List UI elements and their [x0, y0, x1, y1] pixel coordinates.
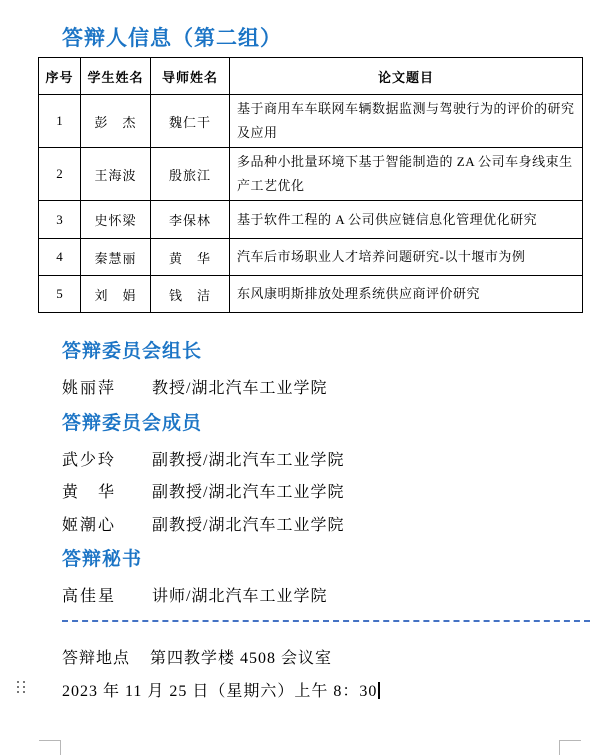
table-row [39, 95, 583, 148]
cell-no: 4 [39, 239, 81, 276]
location-label: 答辩地点 [62, 650, 131, 667]
cell-student: 王海波 [81, 148, 151, 201]
cell-advisor: 殷旅江 [151, 148, 230, 201]
committee-member-line [62, 479, 344, 502]
cell-thesis: 多品种小批量环境下基于智能制造的 ZA 公司车身线束生产工艺优化 [230, 148, 583, 201]
table-row [39, 276, 583, 313]
defense-datetime-line[interactable] [62, 678, 380, 701]
col-header-student: 学生姓名 [81, 58, 151, 95]
committee-member-line [62, 447, 344, 470]
cell-student: 彭 杰 [81, 95, 151, 148]
cell-thesis: 汽车后市场职业人才培养问题研究-以十堰市为例 [230, 239, 583, 276]
cell-advisor: 魏仁干 [151, 95, 230, 148]
cell-student: 刘 娟 [81, 276, 151, 313]
col-header-thesis: 论文题目 [230, 58, 583, 95]
defense-location-line [62, 645, 332, 668]
col-header-no: 序号 [39, 58, 81, 95]
cell-advisor: 黄 华 [151, 239, 230, 276]
person-name: 姬潮心 [62, 517, 117, 534]
person-name: 姚丽萍 [62, 380, 117, 397]
secretary-line [62, 583, 327, 606]
table-row [39, 148, 583, 201]
person-title: 副教授/湖北汽车工业学院 [152, 517, 345, 534]
cell-student: 史怀梁 [81, 201, 151, 239]
person-name: 黄 华 [62, 484, 117, 501]
page-title: 答辩人信息（第二组） [62, 27, 282, 50]
drag-handle-icon[interactable] [17, 681, 27, 696]
page-margin-corner-left [39, 740, 61, 755]
cell-no: 2 [39, 148, 81, 201]
cell-no: 5 [39, 276, 81, 313]
committee-chair-line [62, 375, 327, 398]
person-title: 副教授/湖北汽车工业学院 [152, 452, 345, 469]
text-cursor-caret [378, 682, 380, 699]
person-title: 副教授/湖北汽车工业学院 [152, 484, 345, 501]
table-row [39, 239, 583, 276]
cell-advisor: 钱 洁 [151, 276, 230, 313]
cell-thesis: 基于商用车车联网车辆数据监测与驾驶行为的评价的研究及应用 [230, 95, 583, 148]
person-title: 讲师/湖北汽车工业学院 [152, 588, 328, 605]
heading-committee-members: 答辩委员会成员 [62, 413, 203, 434]
dashed-divider [62, 620, 590, 622]
table-header-row [39, 58, 583, 95]
cell-student: 秦慧丽 [81, 239, 151, 276]
col-header-advisor: 导师姓名 [151, 58, 230, 95]
cell-advisor: 李保林 [151, 201, 230, 239]
committee-member-line [62, 512, 344, 535]
person-title: 教授/湖北汽车工业学院 [152, 380, 328, 397]
heading-secretary: 答辩秘书 [62, 549, 143, 570]
page-margin-corner-right [559, 740, 581, 755]
cell-thesis: 基于软件工程的 A 公司供应链信息化管理优化研究 [230, 201, 583, 239]
cell-thesis: 东风康明斯排放处理系统供应商评价研究 [230, 276, 583, 313]
person-name: 高佳星 [62, 588, 117, 605]
person-name: 武少玲 [62, 452, 117, 469]
defense-roster-table [38, 57, 583, 313]
datetime-value: 2023 年 11 月 25 日（星期六）上午 8：30 [62, 683, 378, 700]
heading-committee-chair: 答辩委员会组长 [62, 341, 203, 362]
table-row [39, 201, 583, 239]
cell-no: 1 [39, 95, 81, 148]
cell-no: 3 [39, 201, 81, 239]
location-value: 第四教学楼 4508 会议室 [150, 650, 333, 667]
